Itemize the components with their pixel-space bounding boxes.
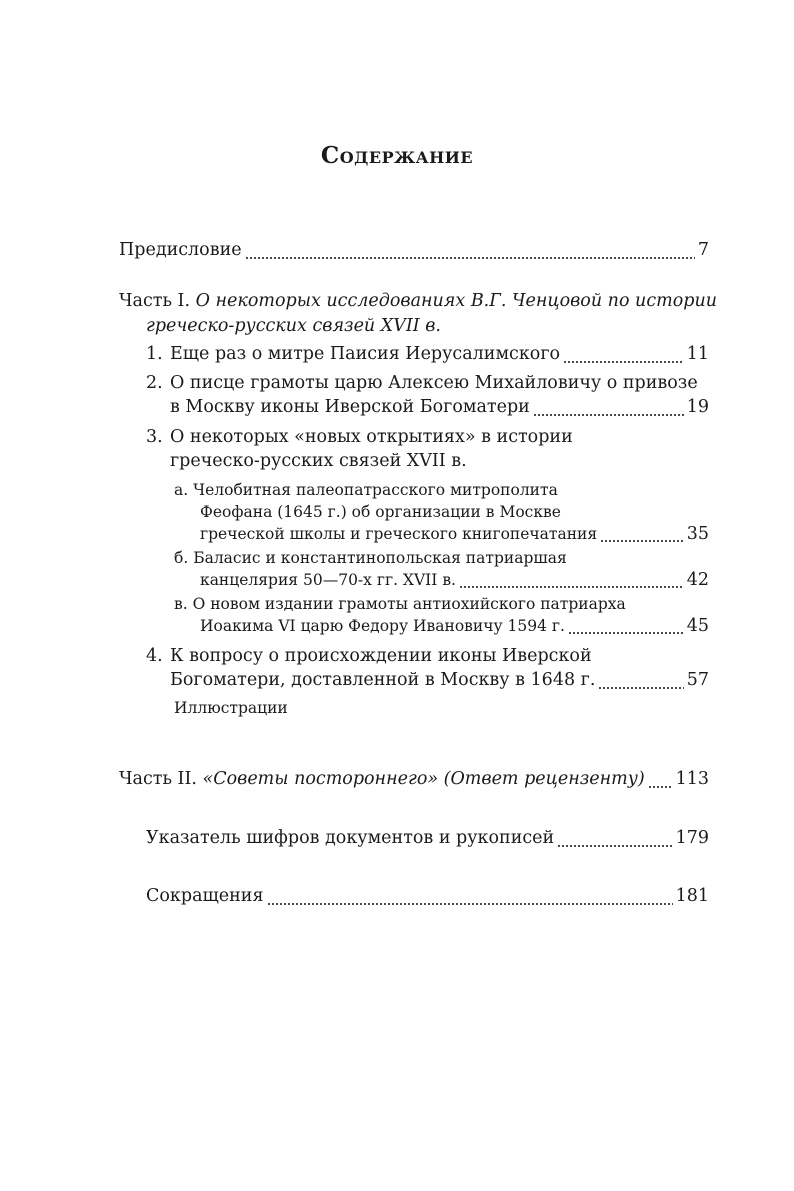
toc-page-number: 45 [686,616,709,636]
toc-entry-label: Иоакима VI царю Федору Ивановичу 1594 г. [200,617,565,635]
toc-part2[interactable] [119,767,709,791]
toc-entry-4[interactable] [146,644,592,668]
leader-dots [557,826,672,850]
toc-page-number: 19 [686,397,709,417]
toc-page-number: 113 [675,769,709,789]
toc-page-number: 7 [697,240,709,260]
leader-dots [568,614,684,638]
subitem-letter: а. [174,481,189,499]
toc-entry-label: Еще раз о митре Паисия Иерусалимского [170,344,561,364]
subitem-letter: в. [174,595,188,613]
toc-entry-2-cont[interactable] [170,395,709,419]
leader-dots [267,884,673,908]
toc-entry-label: О новом издании грамоты антиохийского патриарха [192,595,626,613]
toc-entry-3[interactable] [146,425,573,449]
leader-dots [598,668,683,692]
item-number: 2. [146,373,163,393]
toc-entry-index[interactable] [146,826,709,850]
toc-entry-label: О писце грамоты царю Алексею Михайловичу о привозе [170,373,698,393]
toc-entry-label: Указатель шифров документов и рукописей [146,828,555,848]
toc-entry-label: канцелярия 50—70-х гг. XVII в. [200,571,456,589]
toc-subentry-b[interactable] [174,546,567,570]
leader-dots [648,767,673,791]
toc-page-number: 179 [675,828,709,848]
leader-dots [563,342,684,366]
toc-entry-preface[interactable] [119,238,709,262]
toc-part1-heading[interactable] [119,289,717,313]
part2-title: «Советы постороннего» (Ответ рецензенту) [202,769,645,789]
toc-subentry-v[interactable] [174,592,626,616]
leader-dots [533,395,684,419]
toc-entry-abbreviations[interactable] [146,884,709,908]
toc-subentry-a[interactable] [174,478,558,502]
toc-subentry-b-end[interactable] [200,568,709,592]
item-number: 4. [146,646,163,666]
toc-entry-label: К вопросу о происхождении иконы Иверской [170,646,592,666]
toc-entry-3-cont [170,449,467,473]
toc-entry-label: Предисловие [119,240,242,260]
toc-entry-2[interactable] [146,371,698,395]
toc-subentry-a-end[interactable] [200,522,709,546]
part1-prefix: Часть I. [119,291,191,311]
part2-prefix: Часть II. [119,769,197,789]
toc-entry-label: Богоматери, доставленной в Москву в 1648 г. [170,670,596,690]
toc-page-number: 11 [686,344,709,364]
toc-subentry-v-end[interactable] [200,614,709,638]
toc-entry-label: греческой школы и греческого книгопечатания [200,525,598,543]
toc-entry-4-cont[interactable] [170,668,709,692]
toc-page-number: 57 [686,670,709,690]
page-title: Содержание [320,142,474,169]
toc-entry-label: О некоторых «новых открытиях» в истории [170,427,573,447]
toc-entry-1[interactable] [146,342,709,366]
toc-entry-label: греческо-русских связей XVII в. [170,451,467,471]
toc-part1-heading-cont [146,314,441,338]
toc-page-number: 35 [686,524,709,544]
leader-dots [600,522,684,546]
toc-page-number: 42 [686,570,709,590]
toc-entry-label: Баласис и константинопольская патриаршая [193,549,567,567]
toc-entry-label: Сокращения [146,886,264,906]
toc-page-number: 181 [675,886,709,906]
toc-entry-label: в Москву иконы Иверской Богоматери [170,397,530,417]
toc-entry-illustrations[interactable] [174,696,288,720]
toc-entry-label: Иллюстрации [174,699,288,717]
subitem-letter: б. [174,549,189,567]
part1-title-line1: О некоторых исследованиях В.Г. Ченцовой по истории [195,291,717,311]
toc-entry-label: Феофана (1645 г.) об организации в Москве [200,503,561,521]
part1-title-line2: греческо-русских связей XVII в. [146,316,441,336]
toc-subentry-a-cont [200,500,561,524]
toc-entry-label: Челобитная палеопатрасского митрополита [193,481,558,499]
leader-dots [245,238,695,262]
leader-dots [459,568,684,592]
item-number: 1. [146,344,163,364]
item-number: 3. [146,427,163,447]
